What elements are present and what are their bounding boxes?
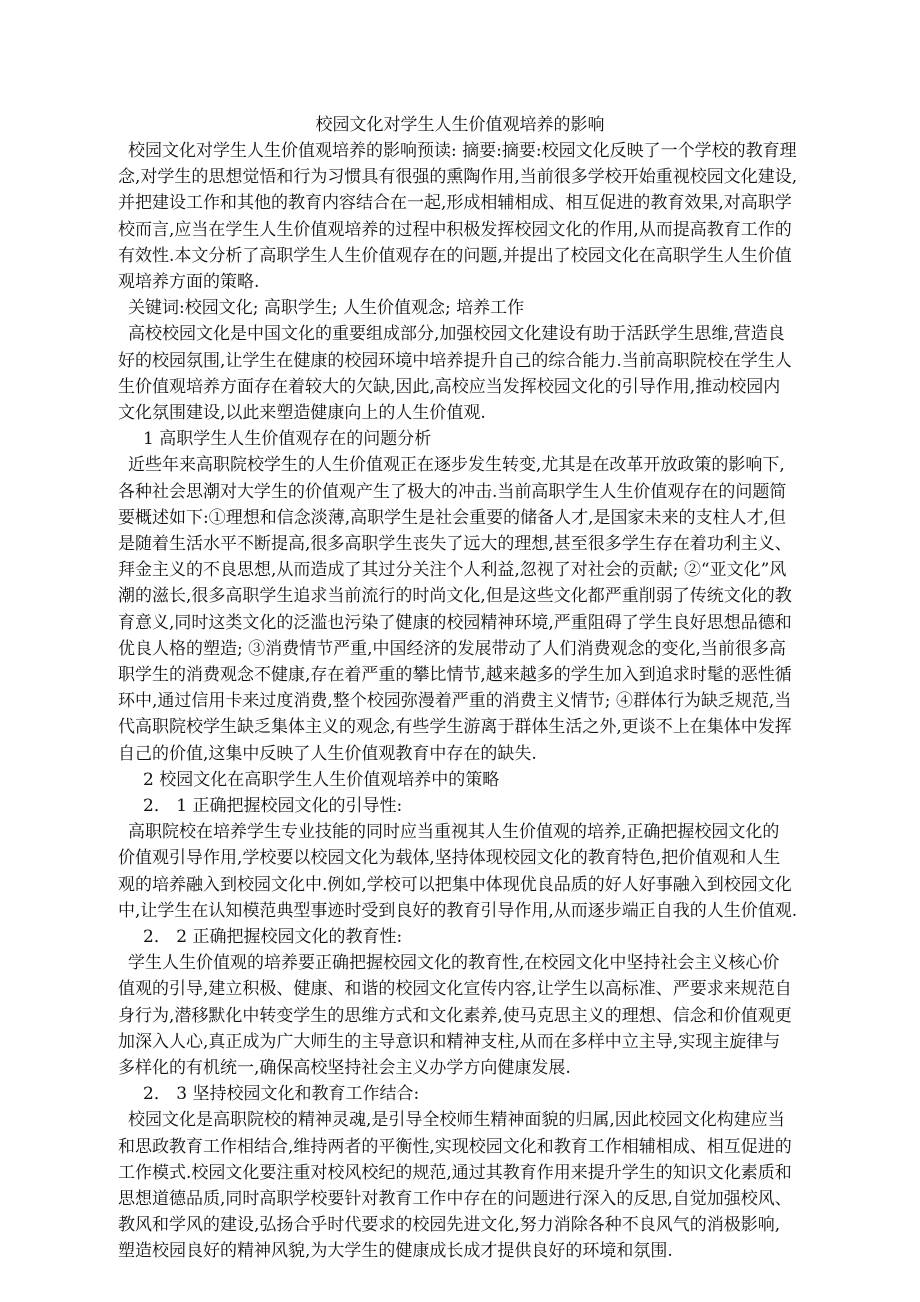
paragraph-line: 和思政教育工作相结合,维持两者的平衡性,实现校园文化和教育工作相辅相成、相互促进的 [118,1136,792,1157]
paragraph-line: 文化氛围建设,以此来塑造健康向上的人生价值观. [118,403,486,423]
paragraph-line: 近些年来高职院校学生的人生价值观正在逐步发生转变,尤其是在改革开放政策的影响下, [128,455,785,476]
paragraph-line: 高校校园文化是中国文化的重要组成部分,加强校园文化建设有助于活跃学生思维,营造良 [128,324,785,345]
paragraph-line: 加深入人心,真正成为广大师生的主导意识和精神支柱,从而在多样中立主导,实现主旋律与 [118,1031,781,1052]
paragraph-line: 塑造校园良好的精神风貌,为大学生的健康成长成才提供良好的环境和氛围. [118,1241,673,1262]
document-title: 校园文化对学生人生价值观培养的影响 [315,115,605,135]
paragraph-line: 多样化的有机统一,确保高校坚持社会主义办学方向健康发展. [118,1058,571,1078]
paragraph-line: 职学生的消费观念不健康,存在着严重的攀比情节,越来越多的学生加入到追求时髦的恶性循 [118,665,792,685]
section-heading: 1 高职学生人生价值观存在的问题分析 [143,429,432,450]
paragraph-line: 是随着生活水平不断提高,很多高职学生丧失了远大的理想,甚至很多学生存在着功利主义、 [118,534,792,554]
paragraph-line: 环中,通过信用卡来过度消费,整个校园弥漫着严重的消费主义情节; ④群体行为缺乏规范,当 [118,691,792,712]
paragraph-line: 育意义,同时这类文化的泛滥也污染了健康的校园精神环境,严重阻碍了学生良好思想品德和 [118,612,792,633]
section-heading: 2． 1 正确把握校园文化的引导性: [143,796,403,816]
paragraph-line: 并把建设工作和其他的教育内容结合在一起,形成相辅相成、相互促进的教育效果,对高职学 [118,193,792,214]
paragraph-line: 思想道德品质,同时高职学校要针对教育工作中存在的问题进行深入的反思,自觉加强校风、 [118,1189,792,1209]
paragraph-line: 潮的滋长,很多高职学生追求当前流行的时尚文化,但是这些文化都严重削弱了传统文化的教 [118,586,792,607]
section-heading: 2． 2 正确把握校园文化的教育性: [143,927,403,947]
paragraph-line: 观的培养融入到校园文化中.例如,学校可以把集中体现优良品质的好人好事融入到校园文化 [118,874,792,895]
paragraph-line: 校而言,应当在学生人生价值观培养的过程中积极发挥校园文化的作用,从而提高教育工作的 [118,219,792,240]
section-heading: 2． 3 坚持校园文化和教育工作结合: [143,1084,420,1105]
paragraph-line: 值观的引导,建立积极、健康、和谐的校园文化宣传内容,让学生以高标准、严要求来规范自 [118,979,792,1000]
paragraph-line: 有效性.本文分析了高职学生人生价值观存在的问题,并提出了校园文化在高职学生人生价值 [118,245,792,266]
paragraph-line: 念,对学生的思想觉悟和行为习惯具有很强的熏陶作用,当前很多学校开始重视校园文化建设, [118,167,798,188]
paragraph-line: 价值观引导作用,学校要以校园文化为载体,坚持体现校园文化的教育特色,把价值观和人生 [118,848,781,869]
paragraph-line: 教风和学风的建设,弘扬合乎时代要求的校园先进文化,努力消除各种不良风气的消极影响, [118,1215,781,1236]
paragraph-line: 自己的价值,这集中反映了人生价值观教育中存在的缺失. [118,743,537,764]
paragraph-line: 学生人生价值观的培养要正确把握校园文化的教育性,在校园文化中坚持社会主义核心价 [128,953,780,974]
paragraph-line: 观培养方面的策略. [118,272,260,292]
paragraph-line: 代高职院校学生缺乏集体主义的观念,有些学生游离于群体生活之外,更谈不上在集体中发挥 [118,717,792,738]
paragraph-line: 校园文化对学生人生价值观培养的影响预读: 摘要:摘要:校园文化反映了一个学校的教育理 [128,141,797,161]
paragraph-line: 关键词:校园文化; 高职学生; 人生价值观念; 培养工作 [128,298,525,319]
paragraph-line: 工作模式.校园文化要注重对校风校纪的规范,通过其教育作用来提升学生的知识文化素质和 [118,1162,792,1183]
paragraph-line: 校园文化是高职院校的精神灵魂,是引导全校师生精神面貌的归属,因此校园文化构建应当 [128,1110,785,1131]
paragraph-line: 各种社会思潮对大学生的价值观产生了极大的冲击.当前高职学生人生价值观存在的问题简 [118,481,787,502]
paragraph-line: 中,让学生在认知模范典型事迹时受到良好的教育引导作用,从而逐步端正自我的人生价值观. [118,900,798,921]
paragraph-line: 要概述如下:①理想和信念淡薄,高职学生是社会重要的储备人才,是国家未来的支柱人才,但 [118,507,786,528]
paragraph-line: 高职院校在培养学生专业技能的同时应当重视其人生价值观的培养,正确把握校园文化的 [128,822,780,843]
paragraph-line: 生价值观培养方面存在着较大的欠缺,因此,高校应当发挥校园文化的引导作用,推动校园内 [118,376,781,397]
section-heading: 2 校园文化在高职学生人生价值观培养中的策略 [143,769,500,790]
paragraph-line: 身行为,潜移默化中转变学生的思维方式和文化素养,使马克思主义的理想、信念和价值观更 [118,1005,792,1026]
paragraph-line: 优良人格的塑造; ③消费情节严重,中国经济的发展带动了人们消费观念的变化,当前很多高 [118,638,786,659]
paragraph-line: 拜金主义的不良思想,从而造成了其过分关注个人利益,忽视了对社会的贡献; ②“亚文化”风 [118,560,787,581]
paragraph-line: 好的校园氛围,让学生在健康的校园环境中培养提升自己的综合能力.当前高职院校在学生人 [118,350,792,371]
